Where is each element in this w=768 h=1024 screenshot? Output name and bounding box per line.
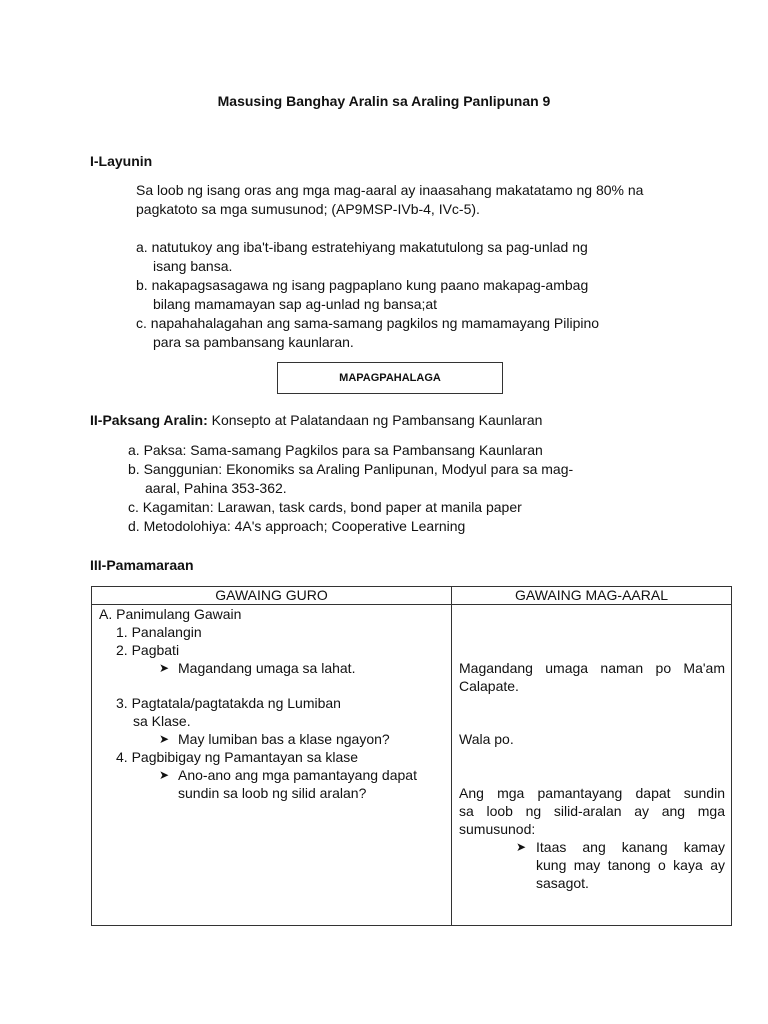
magaaral-line: Calapate. [459,678,519,694]
guro-line: May lumiban bas a klase ngayon? [178,731,390,747]
objective-text: c. napahahalagahan ang sama-samang pagkilos ng mamamayang Pilipino para sa pambansang kaunlaran. [136,315,600,350]
magaaral-line: Itaas ang kanang kamay [536,839,725,855]
objective-item [136,238,666,276]
objective-item [136,314,666,352]
guro-line: 1. Panalangin [116,624,202,640]
objectives-list [136,238,666,352]
guro-cell [92,605,452,926]
objective-text: b. nakapagsasagawa ng isang pagpaplano kung paano makapag-ambag bilang mamamayan sap ag-unlad ng bansa;at [136,277,589,312]
section-heading-paksang-aralin: II-Paksang Aralin: [90,412,208,428]
intro-line: Sa loob ng isang oras ang mga mag-aaral ay inaasahang makatatamo ng 80% na [136,182,644,198]
arrowhead-bullet-icon: ➤ [159,768,170,782]
list-item: a. Paksa: Sama-samang Pagkilos para sa Pambansang Kaunlaran [128,442,543,458]
procedure-table [91,586,732,926]
guro-line: 3. Pagtatala/pagtatakda ng Lumiban [116,695,341,711]
intro-line: pagkatoto sa mga sumusunod; (AP9MSP-IVb-4, IVc-5). [136,201,480,217]
magaaral-line: sasagot. [536,875,589,891]
list-item: d. Metodolohiya: 4A's approach; Cooperative Learning [128,518,466,534]
guro-line: sundin sa loob ng silid aralan? [178,785,367,801]
arrowhead-bullet-icon: ➤ [159,732,170,746]
guro-line: sa Klase. [133,713,191,729]
magaaral-line: Magandang umaga naman po Ma'am [459,660,725,676]
magaaral-line: Wala po. [459,731,514,747]
guro-line: Magandang umaga sa lahat. [178,660,356,676]
arrowhead-bullet-icon: ➤ [159,661,170,675]
magaaral-line: sumusunod: [459,821,536,837]
value-label-box: MAPAGPAHALAGA [277,362,503,394]
paksang-aralin-list [128,441,628,536]
arrowhead-bullet-icon: ➤ [516,840,527,854]
magaaral-line: Ang mga pamantayang dapat sundin [459,785,725,801]
layunin-intro [136,181,696,219]
list-item: b. Sanggunian: Ekonomiks sa Araling Panlipunan, Modyul para sa mag- aaral, Pahina 353-362. [128,461,574,496]
column-header-guro: GAWAING GURO [92,587,452,605]
table-header-row [92,587,732,605]
magaaral-line: kung may tanong o kaya ay [536,857,725,873]
guro-line: A. Panimulang Gawain [99,606,242,622]
paksang-aralin-line [90,411,542,430]
guro-line: Ano-ano ang mga pamantayang dapat [178,767,417,783]
objective-text: a. natutukoy ang iba't-ibang estratehiyang makatutulong sa pag-unlad ng isang bansa. [136,239,588,274]
magaaral-cell [452,605,732,926]
document-title: Masusing Banghay Aralin sa Araling Panlipunan 9 [217,93,551,109]
guro-line: 2. Pagbati [116,642,180,658]
column-header-magaaral: GAWAING MAG-AARAL [452,587,732,605]
paksang-aralin-topic: Konsepto at Palatandaan ng Pambansang Kaunlaran [207,412,543,428]
section-heading-pamamaraan: III-Pamamaraan [90,557,194,573]
list-item: c. Kagamitan: Larawan, task cards, bond paper at manila paper [128,499,522,515]
section-heading-layunin: I-Layunin [90,153,153,169]
objective-item [136,276,666,314]
magaaral-line: sa loob ng silid-aralan ay ang mga [459,803,725,819]
table-row [92,605,732,926]
guro-line: 4. Pagbibigay ng Pamantayan sa klase [116,749,359,765]
